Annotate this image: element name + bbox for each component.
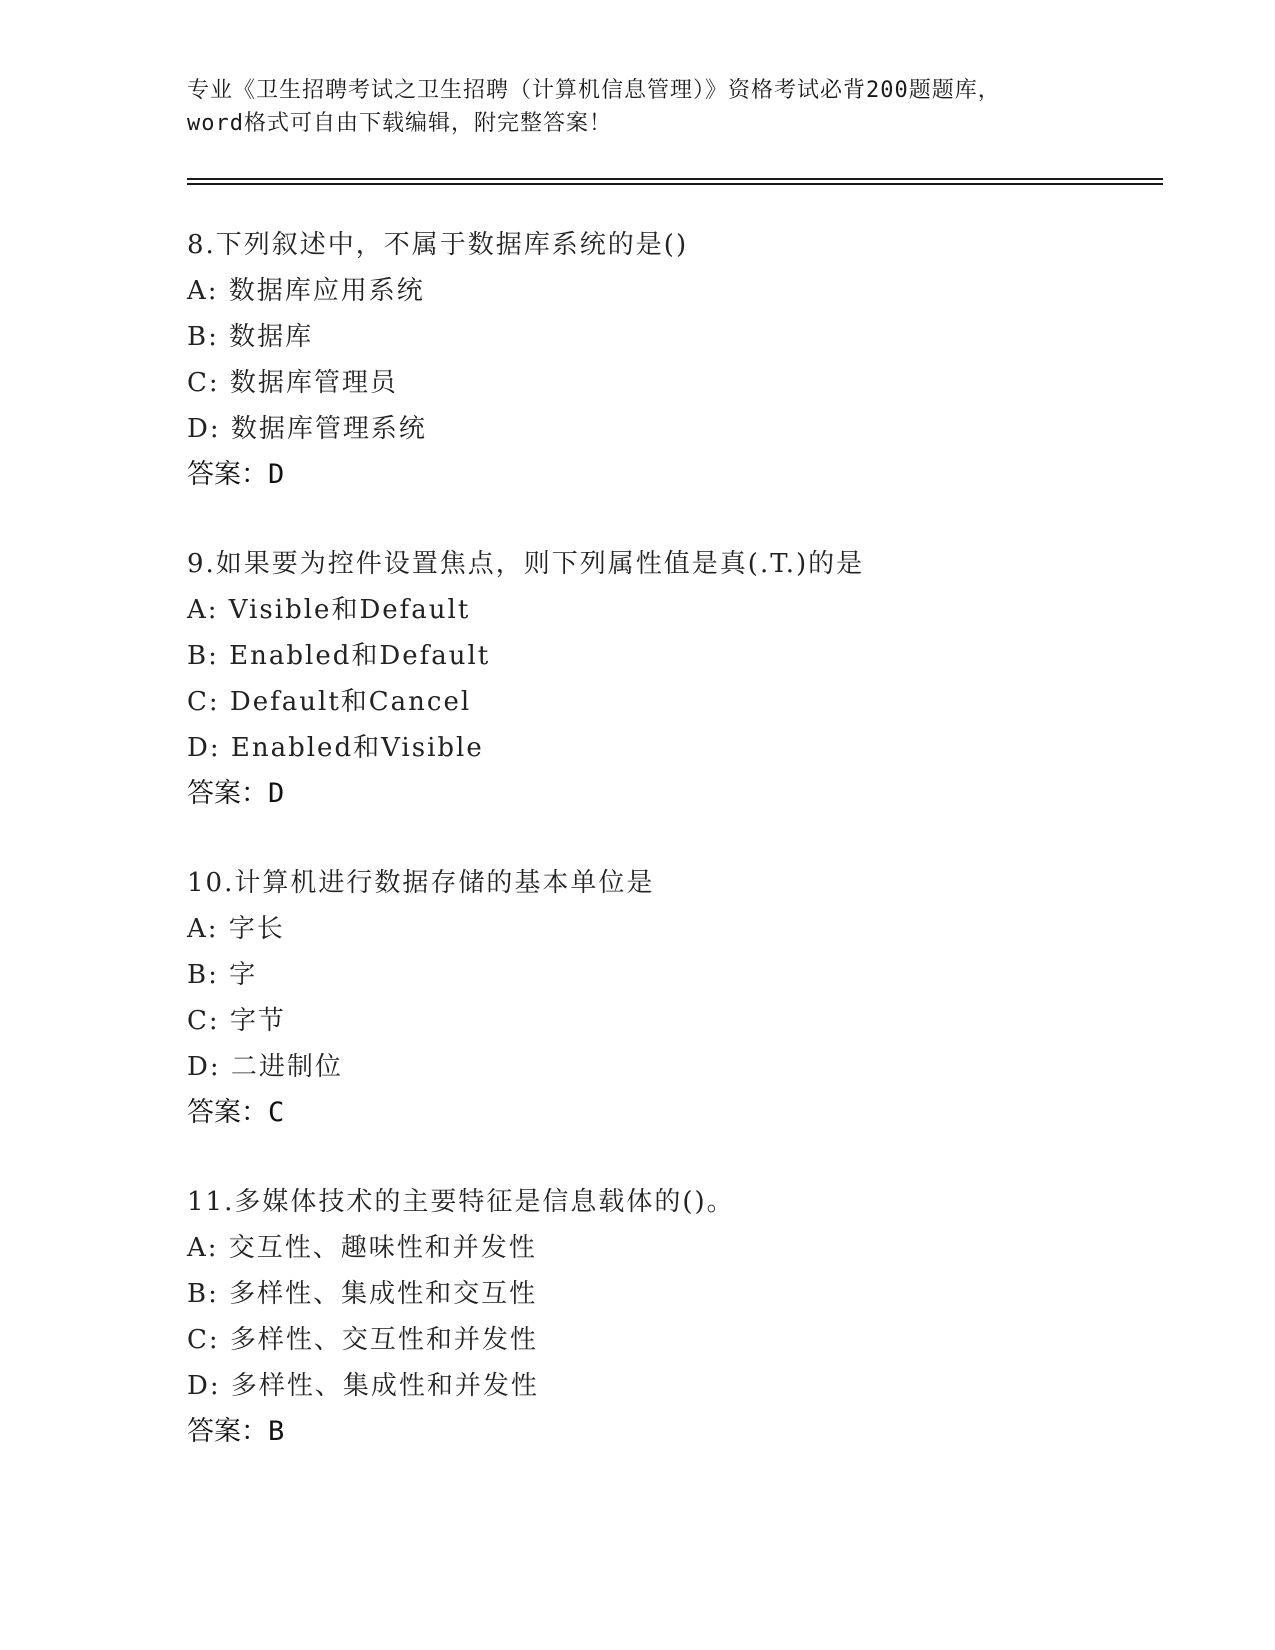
- option-b: B: 多样性、集成性和交互性: [187, 1279, 538, 1309]
- question-stem: 11.多媒体技术的主要特征是信息载体的()。: [187, 1187, 735, 1217]
- option-d: D: 二进制位: [187, 1052, 343, 1082]
- question-stem: 9.如果要为控件设置焦点，则下列属性值是真(.T.)的是: [187, 549, 865, 579]
- answer-line: 答案：B: [187, 1416, 285, 1447]
- option-c: C: Default和Cancel: [187, 687, 472, 717]
- option-b: B: 字: [187, 960, 258, 990]
- question-stem: 10.计算机进行数据存储的基本单位是: [187, 868, 655, 898]
- option-d: D: Enabled和Visible: [187, 733, 484, 763]
- question-stem: 8.下列叙述中，不属于数据库系统的是(): [187, 230, 689, 260]
- option-c: C: 多样性、交互性和并发性: [187, 1325, 538, 1355]
- document-header: [187, 74, 1087, 140]
- header-divider-bottom: [187, 183, 1163, 185]
- option-b: B: Enabled和Default: [187, 641, 491, 671]
- option-c: C: 数据库管理员: [187, 368, 398, 398]
- option-a: A: 数据库应用系统: [187, 276, 425, 306]
- option-b: B: 数据库: [187, 322, 314, 352]
- question-block: [187, 860, 1147, 1136]
- answer-line: 答案：C: [187, 1097, 285, 1128]
- question-block: [187, 1179, 1147, 1455]
- header-line-2: word格式可自由下载编辑，附完整答案！: [187, 111, 612, 136]
- option-c: C: 字节: [187, 1006, 286, 1036]
- question-block: [187, 541, 1147, 817]
- header-divider-top: [187, 178, 1163, 180]
- option-a: A: 字长: [187, 914, 285, 944]
- header-line-1: 专业《卫生招聘考试之卫生招聘（计算机信息管理）》资格考试必背200题题库，: [187, 78, 1001, 103]
- question-block: [187, 222, 1147, 498]
- option-a: A: 交互性、趣味性和并发性: [187, 1233, 537, 1263]
- option-d: D: 数据库管理系统: [187, 414, 427, 444]
- answer-line: 答案：D: [187, 459, 285, 490]
- option-a: A: Visible和Default: [187, 595, 471, 625]
- answer-line: 答案：D: [187, 778, 285, 809]
- option-d: D: 多样性、集成性和并发性: [187, 1371, 539, 1401]
